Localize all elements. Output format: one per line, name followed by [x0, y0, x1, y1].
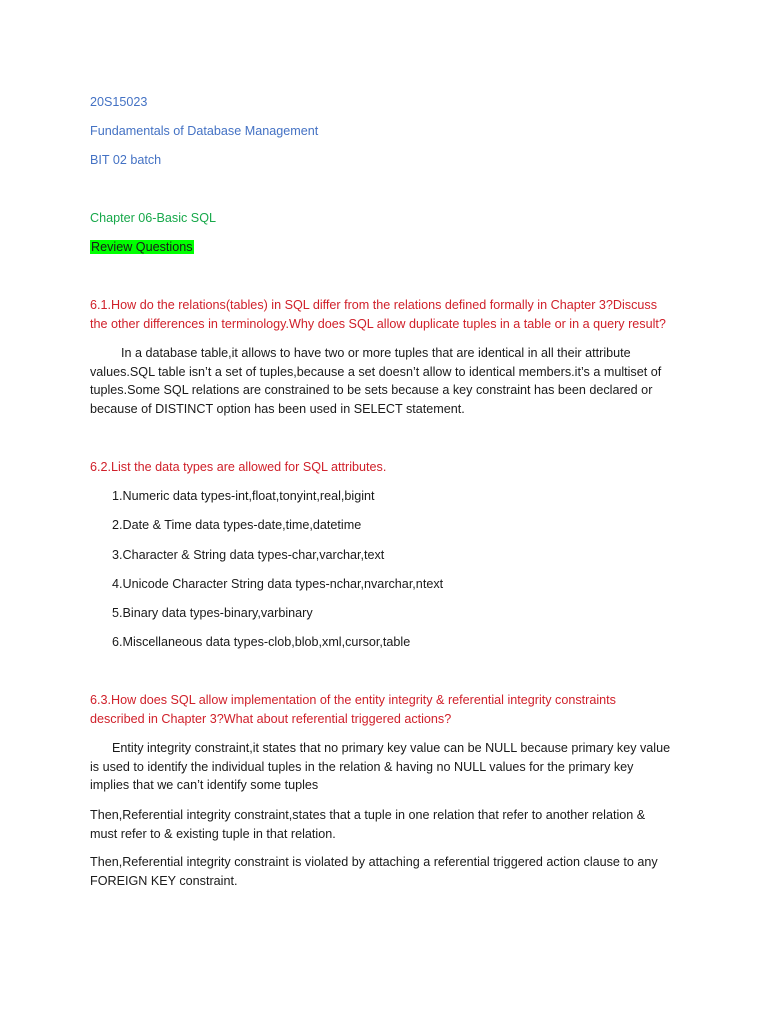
list-item: 4.Unicode Character String data types-nchar,nvarchar,ntext — [112, 577, 444, 591]
answer-line: Then,Referential integrity constraint,states that a tuple in one relation that refer to another relation & — [90, 808, 646, 822]
answer-line: because of DISTINCT option has been used in SELECT statement. — [90, 401, 465, 416]
answer-6-3-triggered — [90, 853, 690, 890]
question-line: described in Chapter 3?What about referential triggered actions? — [90, 711, 452, 726]
question-6-1 — [90, 296, 690, 333]
answer-line: values.SQL table isn’t a set of tuples,because a set doesn’t allow to identical members.it’s a multiset of — [90, 364, 662, 379]
question-6-2: 6.2.List the data types are allowed for SQL attributes. — [90, 460, 387, 474]
question-line: 6.3.How does SQL allow implementation of the entity integrity & referential integrity constraints — [90, 693, 616, 707]
answer-line: Entity integrity constraint,it states that no primary key value can be NULL because primary key value — [112, 741, 671, 755]
answer-line: FOREIGN KEY constraint. — [90, 873, 238, 888]
list-item: 6.Miscellaneous data types-clob,blob,xml,cursor,table — [112, 635, 411, 649]
answer-line: is used to identify the individual tuples in the relation & having no NULL values for the primary key — [90, 759, 634, 774]
chapter-title: Chapter 06-Basic SQL — [90, 211, 216, 225]
answer-line: must refer to & existing tuple in that relation. — [90, 826, 336, 841]
list-item: 3.Character & String data types-char,varchar,text — [112, 548, 385, 562]
answer-line: In a database table,it allows to have two or more tuples that are identical in all their attribute — [121, 346, 631, 360]
list-item: 2.Date & Time data types-date,time,datetime — [112, 518, 362, 532]
question-line: 6.1.How do the relations(tables) in SQL differ from the relations defined formally in Chapter 3?Discuss — [90, 298, 657, 312]
list-item: 1.Numeric data types-int,float,tonyint,real,bigint — [112, 489, 375, 503]
section-heading — [90, 238, 194, 257]
question-6-3 — [90, 691, 690, 728]
batch-name: BIT 02 batch — [90, 153, 162, 167]
answer-line: tuples.Some SQL relations are constrained to be sets because a key constraint has been declared or — [90, 383, 653, 398]
course-name: Fundamentals of Database Management — [90, 124, 319, 138]
review-questions-highlight: Review Questions — [91, 240, 193, 254]
student-id: 20S15023 — [90, 95, 148, 109]
answer-line: implies that we can’t identify some tuples — [90, 778, 319, 793]
list-item: 5.Binary data types-binary,varbinary — [112, 606, 313, 620]
question-line: the other differences in terminology.Why does SQL allow duplicate tuples in a table or in a query result? — [90, 316, 666, 331]
answer-6-3-referential — [90, 806, 690, 843]
answer-line: Then,Referential integrity constraint is violated by attaching a referential triggered action clause to any — [90, 855, 658, 869]
answer-6-3-entity — [90, 739, 690, 795]
answer-6-1 — [90, 344, 690, 418]
